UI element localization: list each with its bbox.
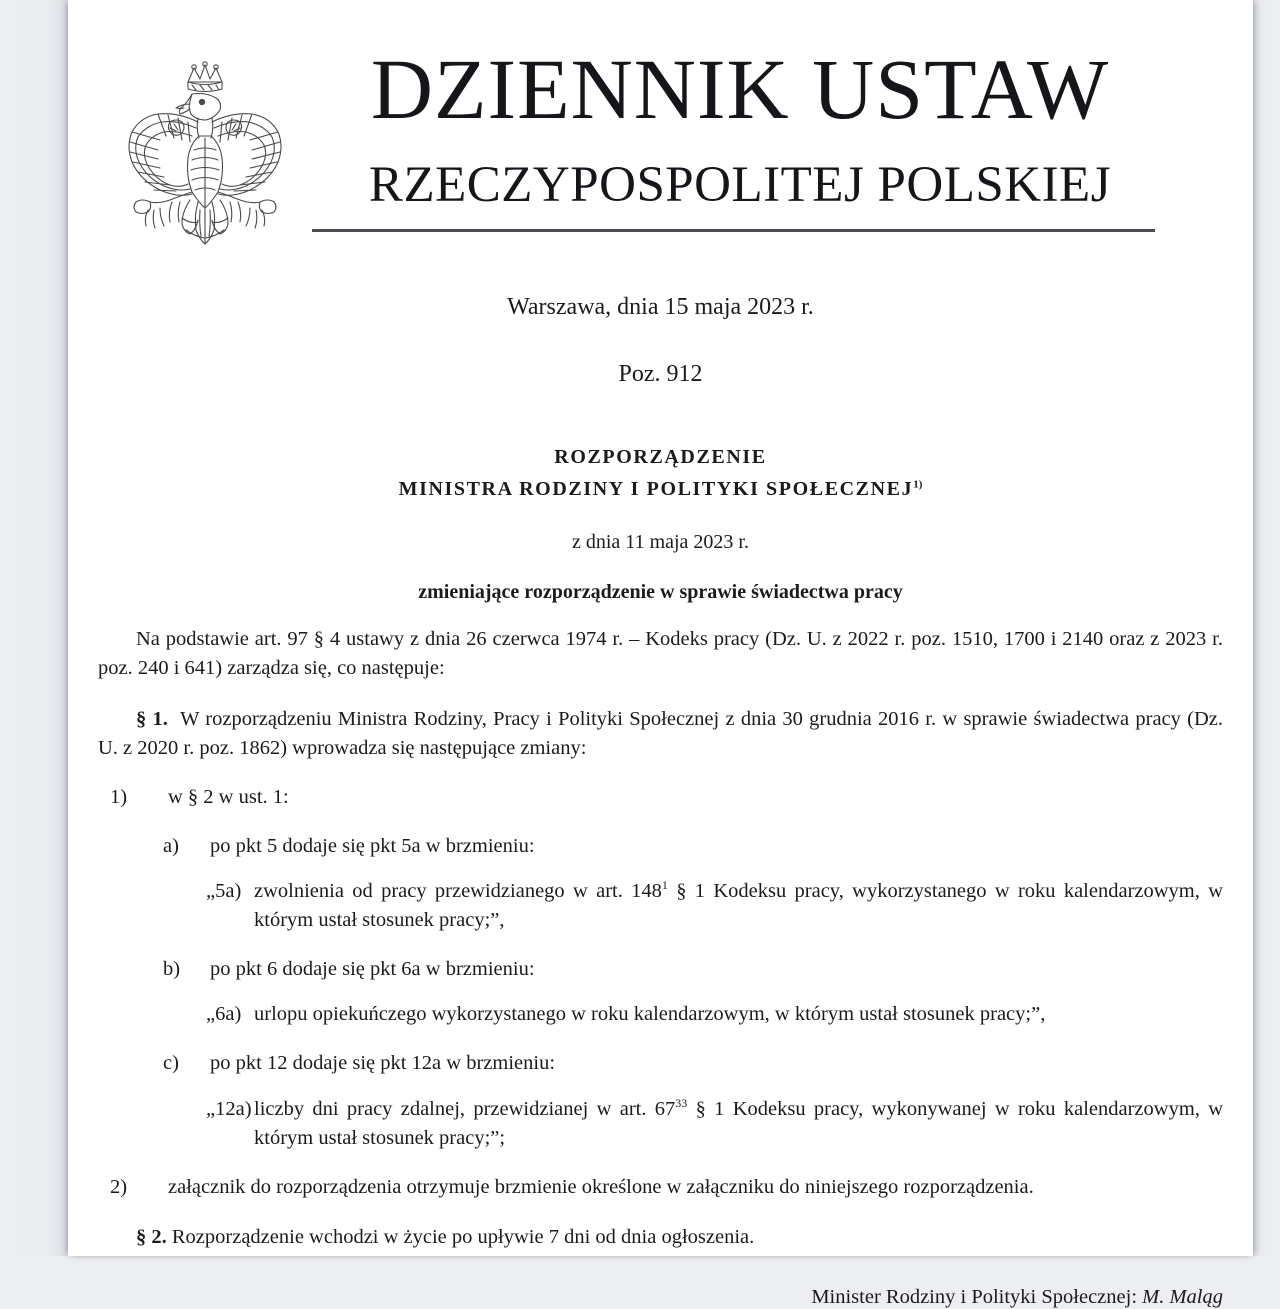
document-kind: ROZPORZĄDZENIE xyxy=(554,446,767,469)
list-item-c xyxy=(98,1049,1223,1078)
page-gutter-left xyxy=(0,0,68,1256)
section-1-marker: § 1. xyxy=(136,707,168,730)
document-page xyxy=(68,0,1253,1309)
list-item-1 xyxy=(98,783,1223,812)
quoted-provision-12a-marker: „12a) xyxy=(206,1097,252,1120)
signature-office: Minister Rodziny i Polityki Społecznej: xyxy=(811,1286,1143,1309)
quoted-provision-6a xyxy=(206,1000,1223,1029)
list-item-2 xyxy=(98,1173,1223,1202)
list-item-1-text: w § 2 w ust. 1: xyxy=(168,785,289,808)
quoted-provision-12a-superscript: 33 xyxy=(675,1095,688,1110)
masthead xyxy=(68,0,1253,262)
document-content xyxy=(68,262,1253,1309)
position-number: Poz. 912 xyxy=(618,361,703,388)
list-item-2-text: załącznik do rozporządzenia otrzymuje brzmienie określone w załączniku do niniejszego rozporządzenia. xyxy=(168,1175,1034,1198)
document-date: z dnia 11 maja 2023 r. xyxy=(572,531,749,554)
quoted-provision-12a-part2: § 1 Kodeksu pracy, wykonywanej w roku kalendarzowym, w którym ustał stosunek pracy;”; xyxy=(254,1097,1223,1149)
section-2-paragraph xyxy=(98,1223,1223,1252)
authority-footnote-marker: 1) xyxy=(913,478,923,491)
document-body xyxy=(98,625,1223,1252)
list-item-1-marker: 1) xyxy=(110,785,128,808)
polish-eagle-coat-of-arms-icon xyxy=(120,52,290,250)
list-item-b-marker: b) xyxy=(163,958,181,981)
masthead-divider xyxy=(312,229,1155,232)
document-subject: zmieniające rozporządzenie w sprawie świadectwa pracy xyxy=(418,581,903,604)
page-gutter-right xyxy=(1253,0,1280,1256)
quoted-provision-5a-part2: § 1 Kodeksu pracy, wykorzystanego w roku kalendarzowym, w którym ustał stosunek pracy;”, xyxy=(254,880,1223,932)
section-2-marker: § 2. xyxy=(136,1225,167,1248)
document-authority-label: MINISTRA RODZINY I POLITYKI SPOŁECZNEJ xyxy=(398,478,914,501)
quoted-provision-5a xyxy=(206,877,1223,935)
section-2-text: Rozporządzenie wchodzi w życie po upływie 7 dni od dnia ogłoszenia. xyxy=(171,1225,755,1248)
quoted-provision-12a-part1: liczby dni pracy zdalnej, przewidzianej w art. 67 xyxy=(254,1097,676,1120)
signature-line xyxy=(68,1286,1253,1309)
publication-subtitle: RZECZYPOSPOLITEJ POLSKIEJ xyxy=(368,157,1112,213)
section-1-text: W rozporządzeniu Ministra Rodziny, Pracy i Polityki Społecznej z dnia 30 grudnia 2016 r. w sprawie świadectwa pracy (Dz. U. z 2020 r. poz. 1862) wprowadza się następujące zmiany: xyxy=(98,707,1224,759)
quoted-provision-5a-part1: zwolnienia od pracy przewidzianego w art. 148 xyxy=(254,880,662,903)
list-item-a-text: po pkt 5 dodaje się pkt 5a w brzmieniu: xyxy=(210,834,535,857)
quoted-provision-6a-text: urlopu opiekuńczego wykorzystanego w roku kalendarzowym, w którym ustał stosunek pracy;”, xyxy=(254,1003,1046,1026)
masthead-text xyxy=(312,41,1168,232)
quoted-provision-6a-marker: „6a) xyxy=(206,1003,242,1026)
place-and-date: Warszawa, dnia 15 maja 2023 r. xyxy=(507,294,814,320)
list-item-b-text: po pkt 6 dodaje się pkt 6a w brzmieniu: xyxy=(210,958,535,981)
publication-title: DZIENNIK USTAW xyxy=(370,41,1110,137)
quoted-provision-5a-superscript: 1 xyxy=(661,878,668,893)
list-item-c-marker: c) xyxy=(163,1052,179,1075)
list-item-c-text: po pkt 12 dodaje się pkt 12a w brzmieniu: xyxy=(210,1052,556,1075)
list-item-a-marker: a) xyxy=(163,834,179,857)
section-1-paragraph xyxy=(98,705,1223,763)
signature-name: M. Maląg xyxy=(1142,1286,1223,1309)
list-item-b xyxy=(98,955,1223,984)
document-authority xyxy=(68,478,1253,501)
list-item-2-marker: 2) xyxy=(110,1175,128,1198)
preamble-paragraph: Na podstawie art. 97 § 4 ustawy z dnia 26 czerwca 1974 r. – Kodeks pracy (Dz. U. z 2022 r. poz. 1510, 1700 i 2140 oraz z 2023 r. poz. 240 i 641) zarządza się, co następuje: xyxy=(98,628,1223,680)
list-item-a xyxy=(98,832,1223,861)
quoted-provision-5a-marker: „5a) xyxy=(206,880,242,903)
quoted-provision-12a xyxy=(206,1095,1223,1153)
